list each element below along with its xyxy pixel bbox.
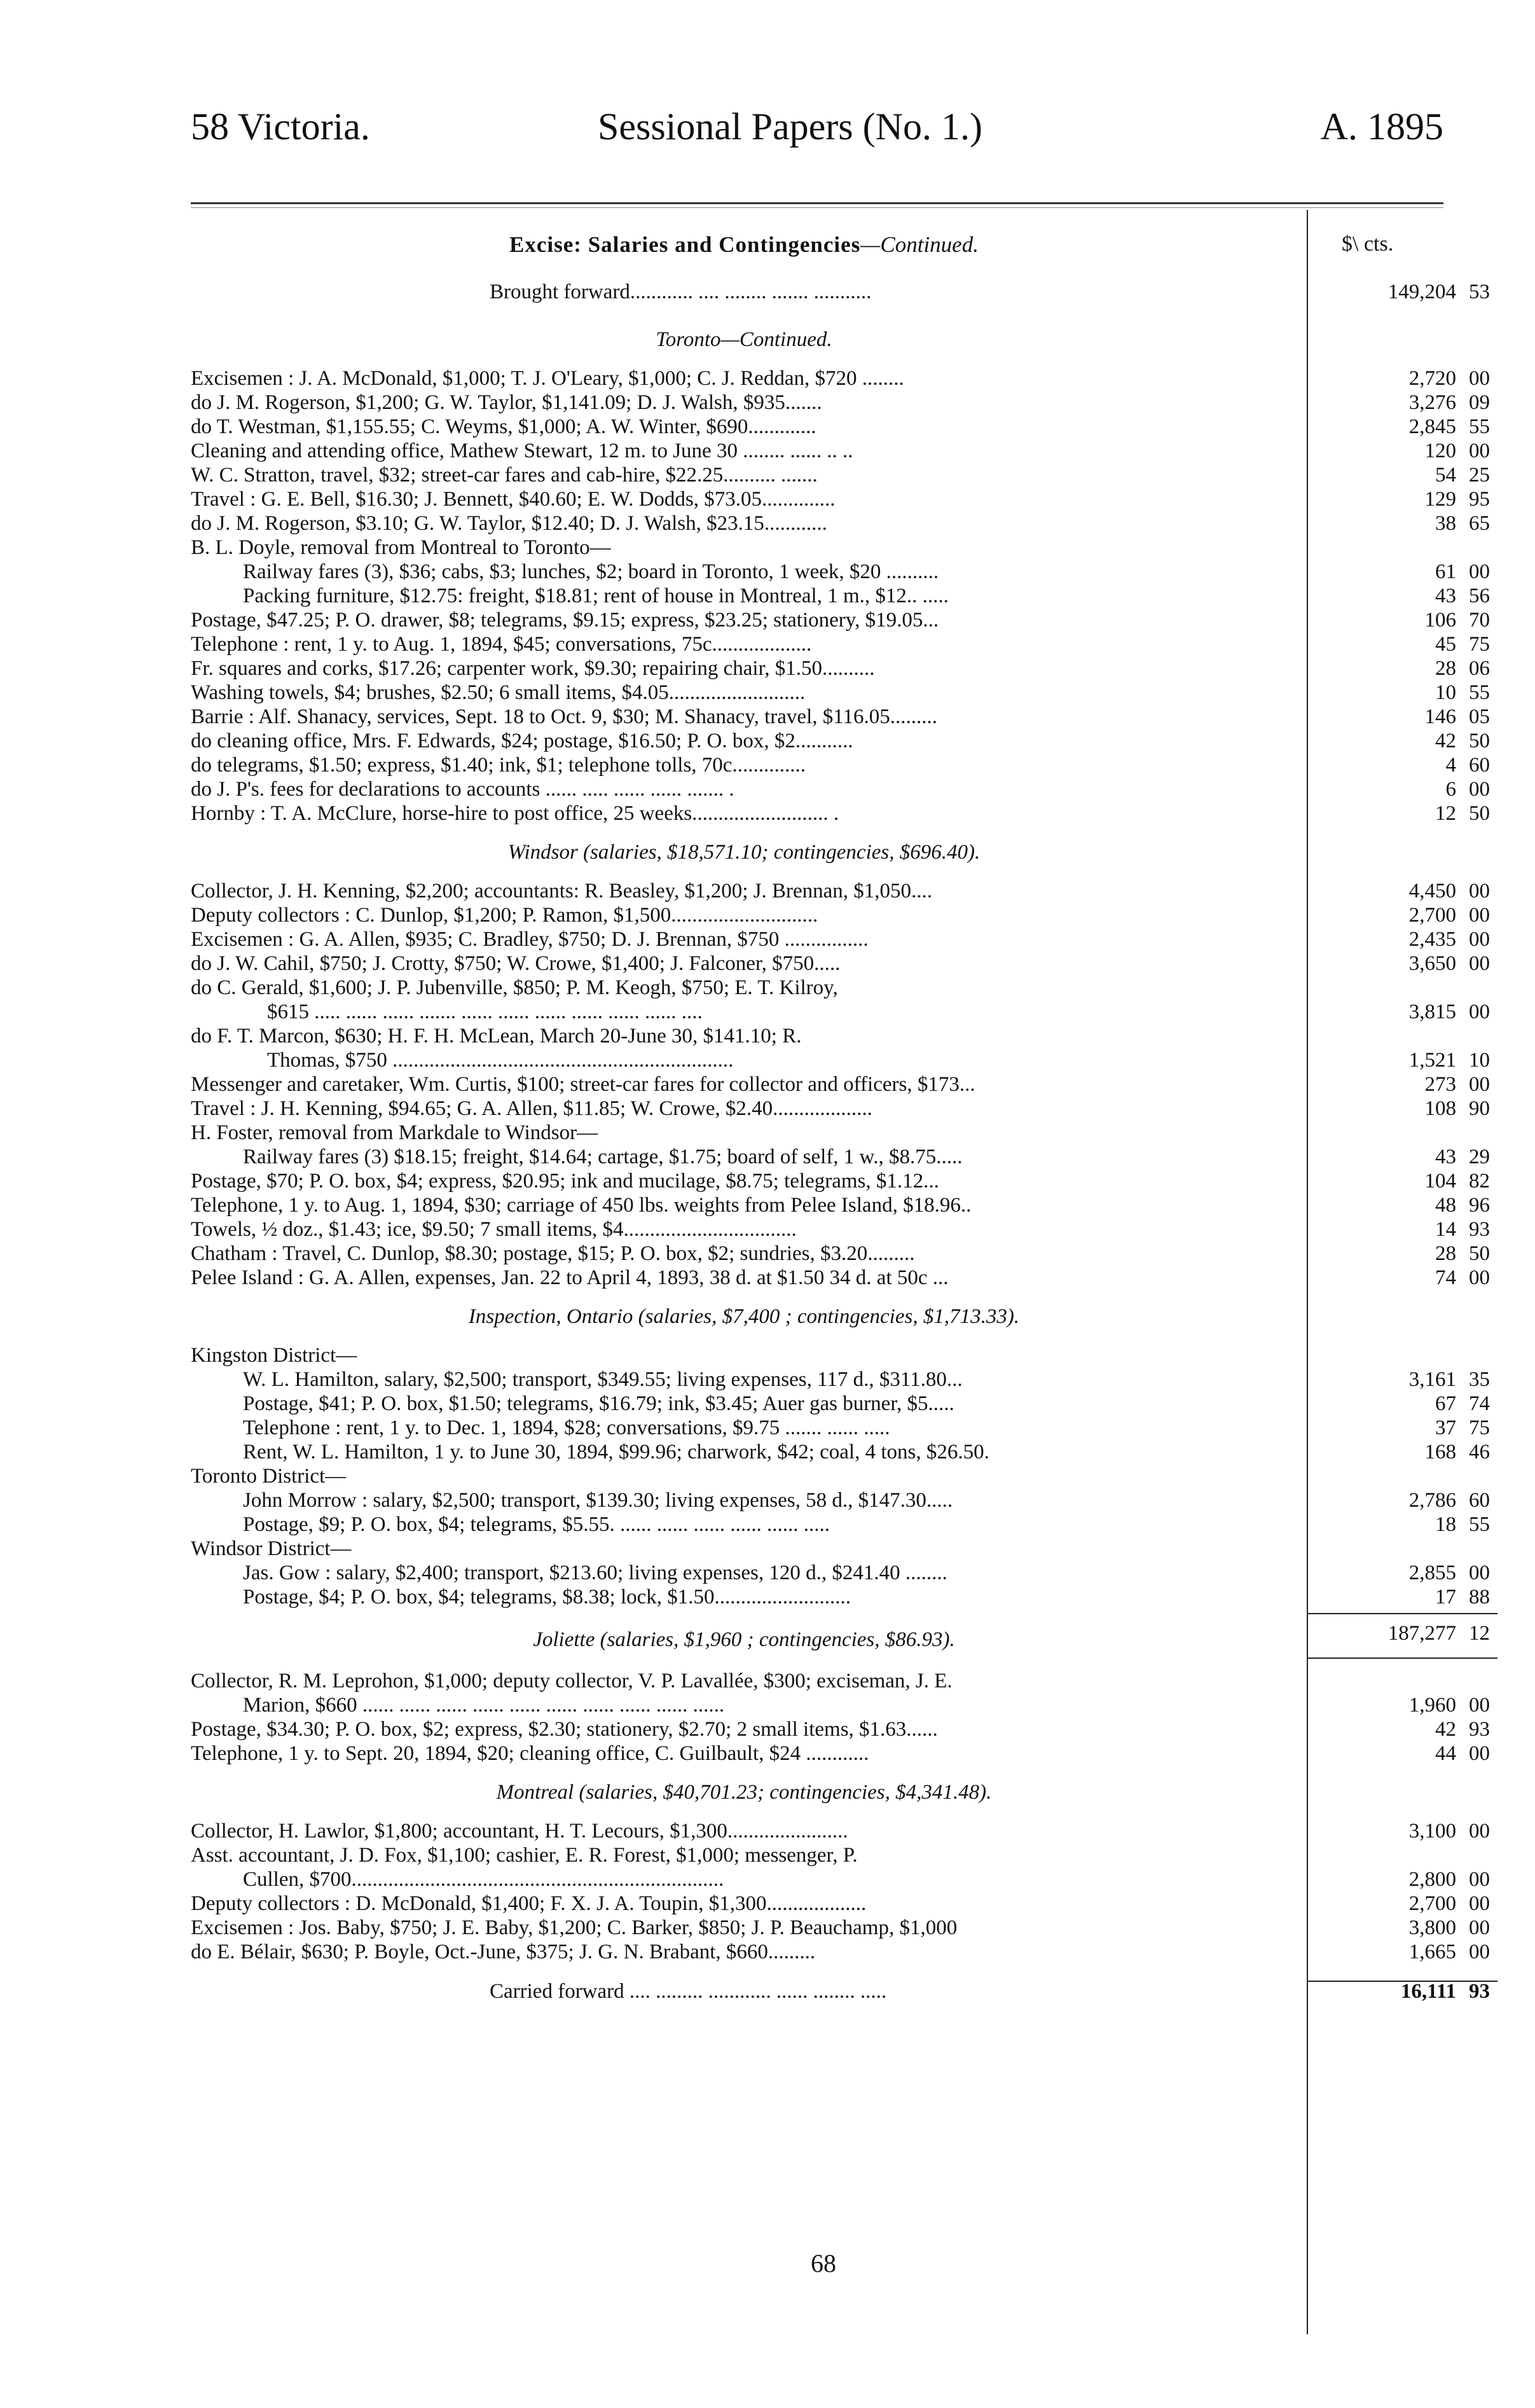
ledger-row (191, 1669, 1535, 1693)
ledger-row-text: John Morrow : salary, $2,500; transport, $139.30; living expenses, 58 d., $147.30..... (243, 1489, 953, 1512)
ledger-row-dollars: 2,700 (1408, 904, 1456, 927)
ledger-row-cents: 50 (1469, 730, 1490, 752)
ledger-row-cents: 10 (1469, 1049, 1490, 1072)
ledger-row-cents: 93 (1469, 1218, 1490, 1241)
ledger-row (191, 1940, 1535, 1964)
ledger-row-text: Asst. accountant, J. D. Fox, $1,100; cashier, E. R. Forest, $1,000; messenger, P. (191, 1844, 858, 1867)
ledger-row-cents: 95 (1469, 488, 1490, 511)
ledger-row-cents: 50 (1469, 1242, 1490, 1265)
ledger-row (191, 879, 1535, 903)
ledger-row (191, 1537, 1535, 1561)
ledger-row (191, 1867, 1535, 1892)
table-title-bold: Excise: Salaries and Contingencies (509, 232, 861, 257)
ledger-row (191, 1561, 1535, 1585)
ledger-row-dollars: 43 (1435, 585, 1456, 607)
ledger-row-text: Marion, $660 ...... ...... ...... ...... ...... ...... ...... ...... ...... ...... (243, 1694, 725, 1717)
ledger-row-text: do C. Gerald, $1,600; J. P. Jubenville, $850; P. M. Keogh, $750; E. T. Kilroy, (191, 976, 838, 999)
ledger-row (191, 1343, 1535, 1367)
ledger-row-text: Brought forward............ .... ........ ....... ........... (490, 280, 872, 303)
ledger-row-dollars: 1,960 (1408, 1694, 1456, 1717)
ledger-row (191, 584, 1535, 608)
ledger-row-cents: 50 (1469, 802, 1490, 825)
header-rule (191, 202, 1443, 204)
ledger-row-dollars: 104 (1424, 1170, 1456, 1193)
ledger-row (191, 1440, 1535, 1464)
ledger-row-dollars: 48 (1435, 1194, 1456, 1217)
ledger-row-text: Washing towels, $4; brushes, $2.50; 6 small items, $4.05.......................... (191, 681, 806, 704)
ledger-row-dollars: 2,700 (1408, 1892, 1456, 1915)
ledger-row-dollars: 108 (1424, 1097, 1456, 1120)
carried-forward-cents: 93 (1469, 1980, 1490, 2003)
ledger-row-text: Postage, $47.25; P. O. drawer, $8; telegrams, $9.15; express, $23.25; stationery, $19.05... (191, 609, 939, 632)
subtotal-dollars: 187,277 (1387, 1622, 1456, 1645)
ledger-row (191, 1217, 1535, 1242)
ledger-row (191, 1416, 1535, 1440)
spacer (191, 1334, 1535, 1343)
ledger-row-dollars: 2,786 (1408, 1489, 1456, 1512)
ledger-row-dollars: 3,650 (1408, 952, 1456, 975)
ledger-row-cents: 65 (1469, 512, 1490, 535)
ledger-row-text: H. Foster, removal from Markdale to Windsor— (191, 1121, 598, 1144)
section-title: Windsor (salaries, $18,571.10; contingencies, $696.40). (507, 841, 981, 864)
ledger-row (191, 1048, 1535, 1072)
page-number: 68 (811, 2249, 836, 2278)
table-title (191, 232, 1297, 258)
ledger-row (191, 1266, 1535, 1290)
ledger-row-text: Travel : J. H. Kenning, $94.65; G. A. Allen, $11.85; W. Crowe, $2.40................... (191, 1097, 872, 1120)
ledger-row (191, 391, 1535, 415)
ledger-row-dollars: 4,450 (1408, 880, 1456, 903)
ledger-row-cents: 55 (1469, 1513, 1490, 1536)
ledger-row-dollars: 2,845 (1408, 415, 1456, 438)
ledger-row (191, 1717, 1535, 1741)
ledger-row-text: Railway fares (3) $18.15; freight, $14.64; cartage, $1.75; board of self, 1 w., $8.75..... (243, 1145, 963, 1168)
ledger-row-text: Telephone, 1 y. to Aug. 1, 1894, $30; carriage of 450 lbs. weights from Pelee Island, $18.96.. (191, 1194, 972, 1217)
ledger-row-dollars: 42 (1435, 730, 1456, 752)
ledger-row (191, 681, 1535, 705)
ledger-row-text: Postage, $34.30; P. O. box, $2; express, $2.30; stationery, $2.70; 2 small items, $1.63...... (191, 1718, 938, 1741)
ledger-row-text: Windsor District— (191, 1537, 352, 1560)
ledger-row (191, 976, 1535, 1000)
ledger-row-dollars: 43 (1435, 1145, 1456, 1168)
ledger-row-text: Thomas, $750 ................................................................. (267, 1049, 734, 1072)
spacer (191, 1964, 1535, 1973)
section-title: Toronto—Continued. (656, 328, 832, 351)
ledger-row (191, 1693, 1535, 1717)
ledger-row (191, 280, 1535, 304)
ledger-row-text: W. C. Stratton, travel, $32; street-car fares and cab-hire, $22.25.......... ....... (191, 464, 818, 487)
ledger-row-text: do telegrams, $1.50; express, $1.40; ink, $1; telephone tolls, 70c.............. (191, 754, 806, 777)
ledger-row-cents: 55 (1469, 681, 1490, 704)
ledger-content (191, 280, 1535, 2003)
ledger-row-dollars: 1,521 (1408, 1049, 1456, 1072)
ledger-row (191, 1169, 1535, 1193)
ledger-row-cents: 74 (1469, 1392, 1490, 1415)
ledger-row (191, 1819, 1535, 1843)
ledger-row-cents: 00 (1469, 928, 1490, 951)
ledger-row-text: Excisemen : G. A. Allen, $935; C. Bradley, $750; D. J. Brennan, $750 ................ (191, 928, 869, 951)
ledger-row (191, 1000, 1535, 1024)
ledger-row-cents: 56 (1469, 585, 1490, 607)
ledger-row-dollars: 45 (1435, 633, 1456, 656)
ledger-row-cents: 00 (1469, 1868, 1490, 1891)
ledger-row-dollars: 14 (1435, 1218, 1456, 1241)
ledger-row-dollars: 12 (1435, 802, 1456, 825)
ledger-row-text: Excisemen : J. A. McDonald, $1,000; T. J. O'Leary, $1,000; C. J. Reddan, $720 ........ (191, 367, 904, 390)
ledger-row-dollars: 129 (1424, 488, 1456, 511)
ledger-row-cents: 75 (1469, 633, 1490, 656)
ledger-row-dollars: 38 (1435, 512, 1456, 535)
ledger-row-cents: 25 (1469, 464, 1490, 487)
header-right: A. 1895 (1320, 106, 1443, 148)
ledger-row-dollars: 18 (1435, 1513, 1456, 1536)
ledger-row (191, 1024, 1535, 1048)
ledger-row-text: do T. Westman, $1,155.55; C. Weyms, $1,000; A. W. Winter, $690............. (191, 415, 816, 438)
ledger-row (191, 1488, 1535, 1512)
ledger-row-text: do J. P's. fees for declarations to accounts ...... ..... ...... ...... ....... . (191, 778, 734, 801)
ledger-row-dollars: 42 (1435, 1718, 1456, 1741)
ledger-row-cents: 00 (1469, 952, 1490, 975)
ledger-row (191, 1121, 1535, 1145)
ledger-row-cents: 00 (1469, 904, 1490, 927)
ledger-row-dollars: 67 (1435, 1392, 1456, 1415)
ledger-row (191, 801, 1535, 826)
ledger-row-cents: 00 (1469, 778, 1490, 801)
ledger-row-cents: 00 (1469, 880, 1490, 903)
ledger-row-text: Messenger and caretaker, Wm. Curtis, $100; street-car fares for collector and officers, $173... (191, 1073, 975, 1096)
ledger-row-text: B. L. Doyle, removal from Montreal to Toronto— (191, 536, 611, 559)
ledger-row-dollars: 54 (1435, 464, 1456, 487)
ledger-row-cents: 60 (1469, 754, 1490, 777)
header-center: Sessional Papers (No. 1.) (598, 106, 982, 148)
ledger-row (191, 366, 1535, 391)
ledger-row (191, 487, 1535, 511)
spacer (191, 304, 1535, 313)
ledger-row (191, 632, 1535, 656)
ledger-row-text: do F. T. Marcon, $630; H. F. H. McLean, March 20-June 30, $141.10; R. (191, 1025, 802, 1048)
ledger-row (191, 1392, 1535, 1416)
ledger-row-text: W. L. Hamilton, salary, $2,500; transport, $349.55; living expenses, 117 d., $311.80... (243, 1368, 963, 1391)
ledger-row-dollars: 3,276 (1408, 391, 1456, 414)
ledger-row-dollars: 149,204 (1387, 280, 1456, 303)
ledger-row-text: do cleaning office, Mrs. F. Edwards, $24; postage, $16.50; P. O. box, $2........... (191, 730, 853, 752)
ledger-row-text: Postage, $4; P. O. box, $4; telegrams, $8.38; lock, $1.50.......................... (243, 1586, 851, 1609)
section-title: Montreal (salaries, $40,701.23; contingencies, $4,341.48). (496, 1781, 992, 1804)
ledger-row (191, 1741, 1535, 1766)
section-title: Joliette (salaries, $1,960 ; contingencies, $86.93). (533, 1628, 955, 1651)
ledger-row (191, 608, 1535, 632)
ledger-row (191, 1892, 1535, 1916)
currency-header: $\ cts. (1342, 232, 1394, 256)
ledger-row-text: Excisemen : Jos. Baby, $750; J. E. Baby, $1,200; C. Barker, $850; J. P. Beauchamp, $1,000 (191, 1916, 958, 1939)
ledger-row-cents: 00 (1469, 1073, 1490, 1096)
spacer (191, 357, 1535, 366)
ledger-row (191, 705, 1535, 729)
ledger-row-cents: 00 (1469, 1742, 1490, 1765)
header-left: 58 Victoria. (191, 106, 370, 148)
ledger-row-cents: 90 (1469, 1097, 1490, 1120)
ledger-row-dollars: 44 (1435, 1742, 1456, 1765)
ledger-row-text: Travel : G. E. Bell, $16.30; J. Bennett, $40.60; E. W. Dodds, $73.05.............. (191, 488, 836, 511)
ledger-row-text: Postage, $70; P. O. box, $4; express, $20.95; ink and mucilage, $8.75; telegrams, $1.12... (191, 1170, 939, 1193)
ledger-row-dollars: 3,815 (1408, 1000, 1456, 1023)
ledger-row (191, 1512, 1535, 1537)
ledger-row-dollars: 2,720 (1408, 367, 1456, 390)
ledger-row-text: Telephone, 1 y. to Sept. 20, 1894, $20; cleaning office, C. Guilbault, $24 ............ (191, 1742, 869, 1765)
ledger-row (191, 903, 1535, 927)
spacer (191, 1660, 1535, 1669)
ledger-row-dollars: 6 (1445, 778, 1456, 801)
carried-forward-row (191, 1979, 1535, 2003)
ledger-row-dollars: 74 (1435, 1266, 1456, 1289)
subtotal-block (191, 1609, 1535, 1660)
ledger-row (191, 1916, 1535, 1940)
ledger-row-dollars: 1,665 (1408, 1941, 1456, 1963)
ledger-row (191, 463, 1535, 487)
ledger-row (191, 729, 1535, 753)
ledger-row-text: Collector, R. M. Leprohon, $1,000; deputy collector, V. P. Lavallée, $300; exciseman, J. E. (191, 1670, 953, 1692)
ledger-row-cents: 88 (1469, 1586, 1490, 1609)
ledger-row-text: Kingston District— (191, 1344, 357, 1367)
ledger-row-cents: 00 (1469, 1694, 1490, 1717)
ledger-row-cents: 82 (1469, 1170, 1490, 1193)
ledger-row-text: Jas. Gow : salary, $2,400; transport, $213.60; living expenses, 120 d., $241.40 ........ (243, 1561, 947, 1584)
ledger-row (191, 1843, 1535, 1867)
subtotal-rule-bottom (1307, 1657, 1497, 1659)
section-title: Inspection, Ontario (salaries, $7,400 ; contingencies, $1,713.33). (468, 1305, 1020, 1328)
spacer (191, 313, 1535, 322)
ledger-row-text: Towels, ½ doz., $1.43; ice, $9.50; 7 small items, $4................................. (191, 1218, 797, 1241)
ledger-row-dollars: 146 (1424, 705, 1456, 728)
ledger-row-text: Telephone : rent, 1 y. to Aug. 1, 1894, $45; conversations, 75c................... (191, 633, 812, 656)
subtotal-rule-top (1307, 1613, 1497, 1614)
ledger-row-dollars: 4 (1445, 754, 1456, 777)
ledger-row (191, 1242, 1535, 1266)
ledger-row-text: Railway fares (3), $36; cabs, $3; lunches, $2; board in Toronto, 1 week, $20 .......... (243, 560, 939, 583)
ledger-row-text: Cullen, $700....................................................................... (243, 1868, 724, 1891)
ledger-row-dollars: 273 (1424, 1073, 1456, 1096)
ledger-row-dollars: 2,435 (1408, 928, 1456, 951)
ledger-row-text: Rent, W. L. Hamilton, 1 y. to June 30, 1894, $99.96; charwork, $42; coal, 4 tons, $26.50. (243, 1441, 989, 1463)
ledger-row-cents: 00 (1469, 1892, 1490, 1915)
ledger-row-cents: 29 (1469, 1145, 1490, 1168)
ledger-row-cents: 00 (1469, 1266, 1490, 1289)
ledger-row-cents: 55 (1469, 415, 1490, 438)
ledger-row-cents: 00 (1469, 1000, 1490, 1023)
ledger-row (191, 1464, 1535, 1488)
ledger-row-text: Hornby : T. A. McClure, horse-hire to post office, 25 weeks.......................... . (191, 802, 839, 825)
ledger-row (191, 1193, 1535, 1217)
ledger-row-text: Chatham : Travel, C. Dunlop, $8.30; postage, $15; P. O. box, $2; sundries, $3.20......... (191, 1242, 915, 1265)
ledger-row (191, 777, 1535, 801)
ledger-row-text: do J. M. Rogerson, $3.10; G. W. Taylor, $12.40; D. J. Walsh, $23.15............ (191, 512, 827, 535)
spacer (191, 1766, 1535, 1775)
ledger-row-dollars: 2,855 (1408, 1561, 1456, 1584)
ledger-row-dollars: 3,100 (1408, 1820, 1456, 1843)
ledger-row-text: Toronto District— (191, 1465, 347, 1488)
ledger-row-text: Deputy collectors : C. Dunlop, $1,200; P. Ramon, $1,500............................ (191, 904, 818, 927)
ledger-row-dollars: 61 (1435, 560, 1456, 583)
ledger-row-dollars: 28 (1435, 657, 1456, 680)
ledger-row-cents: 00 (1469, 439, 1490, 462)
ledger-row-cents: 00 (1469, 1561, 1490, 1584)
ledger-row-cents: 46 (1469, 1441, 1490, 1463)
ledger-row-cents: 93 (1469, 1718, 1490, 1741)
page-header (191, 105, 1443, 162)
ledger-row (191, 951, 1535, 976)
ledger-row-cents: 60 (1469, 1489, 1490, 1512)
spacer (191, 870, 1535, 879)
ledger-row (191, 560, 1535, 584)
ledger-row-cents: 00 (1469, 1916, 1490, 1939)
ledger-row-text: Packing furniture, $12.75: freight, $18.81; rent of house in Montreal, 1 m., $12.. ..... (243, 585, 949, 607)
ledger-row-cents: 00 (1469, 1941, 1490, 1963)
ledger-row (191, 656, 1535, 681)
ledger-row-dollars: 17 (1435, 1586, 1456, 1609)
ledger-row-dollars: 3,161 (1408, 1368, 1456, 1391)
ledger-row-dollars: 106 (1424, 609, 1456, 632)
ledger-row-cents: 00 (1469, 1820, 1490, 1843)
ledger-row-dollars: 168 (1424, 1441, 1456, 1463)
spacer (191, 826, 1535, 834)
ledger-row-text: Postage, $41; P. O. box, $1.50; telegrams, $16.79; ink, $3.45; Auer gas burner, $5..... (243, 1392, 954, 1415)
ledger-row (191, 1367, 1535, 1392)
ledger-row-text: Cleaning and attending office, Mathew Stewart, 12 m. to June 30 ........ ...... .. .. (191, 439, 853, 462)
ledger-row (191, 511, 1535, 536)
ledger-row-text: do E. Bélair, $630; P. Boyle, Oct.-June, $375; J. G. N. Brabant, $660......... (191, 1941, 816, 1963)
header-rule-thin (191, 207, 1443, 208)
ledger-row (191, 439, 1535, 463)
ledger-row-text: Collector, J. H. Kenning, $2,200; accountants: R. Beasley, $1,200; J. Brennan, $1,050.... (191, 880, 933, 903)
ledger-row (191, 415, 1535, 439)
ledger-row-cents: 06 (1469, 657, 1490, 680)
ledger-row-text: Postage, $9; P. O. box, $4; telegrams, $5.55. ...... ...... ...... ...... ...... ..... (243, 1513, 830, 1536)
ledger-row-text: Collector, H. Lawlor, $1,800; accountant, H. T. Lecours, $1,300....................... (191, 1820, 848, 1843)
ledger-row-dollars: 3,800 (1408, 1916, 1456, 1939)
ledger-row (191, 927, 1535, 951)
ledger-row-dollars: 120 (1424, 439, 1456, 462)
ledger-row (191, 1585, 1535, 1609)
ledger-row-text: Deputy collectors : D. McDonald, $1,400; F. X. J. A. Toupin, $1,300................... (191, 1892, 867, 1915)
ledger-row (191, 1072, 1535, 1097)
ledger-row (191, 1097, 1535, 1121)
ledger-row-text: Pelee Island : G. A. Allen, expenses, Jan. 22 to April 4, 1893, 38 d. at $1.50 34 d. at 50c ... (191, 1266, 949, 1289)
ledger-row-text: Telephone : rent, 1 y. to Dec. 1, 1894, $28; conversations, $9.75 ....... ...... ..... (243, 1416, 890, 1439)
ledger-row-cents: 00 (1469, 560, 1490, 583)
spacer (191, 1290, 1535, 1299)
ledger-row-cents: 53 (1469, 280, 1490, 303)
ledger-row-text: Fr. squares and corks, $17.26; carpenter work, $9.30; repairing chair, $1.50.......... (191, 657, 875, 680)
ledger-row (191, 1145, 1535, 1169)
ledger-row-text: do J. W. Cahil, $750; J. Crotty, $750; W. Crowe, $1,400; J. Falconer, $750..... (191, 952, 841, 975)
ledger-row-cents: 70 (1469, 609, 1490, 632)
ledger-row-dollars: 28 (1435, 1242, 1456, 1265)
ledger-row-cents: 09 (1469, 391, 1490, 414)
carried-forward-text: Carried forward .... ......... ............ ...... ........ ..... (490, 1980, 887, 2003)
subtotal-cents: 12 (1469, 1622, 1490, 1645)
carried-forward-dollars: 16,111 (1400, 1980, 1456, 2003)
ledger-row-dollars: 2,800 (1408, 1868, 1456, 1891)
ledger-row (191, 536, 1535, 560)
ledger-row-cents: 96 (1469, 1194, 1490, 1217)
table-title-italic: —Continued. (860, 232, 979, 257)
ledger-row (191, 753, 1535, 777)
ledger-row-cents: 05 (1469, 705, 1490, 728)
ledger-row-text: $615 ..... ...... ...... ....... ...... ...... ...... ...... ...... ...... .... (267, 1000, 703, 1023)
ledger-row-text: Barrie : Alf. Shanacy, services, Sept. 18 to Oct. 9, $30; M. Shanacy, travel, $116.05......... (191, 705, 938, 728)
ledger-row-dollars: 10 (1435, 681, 1456, 704)
ledger-row-cents: 75 (1469, 1416, 1490, 1439)
ledger-row-cents: 00 (1469, 367, 1490, 390)
ledger-row-cents: 35 (1469, 1368, 1490, 1391)
ledger-row-text: do J. M. Rogerson, $1,200; G. W. Taylor, $1,141.09; D. J. Walsh, $935....... (191, 391, 822, 414)
ledger-row-dollars: 37 (1435, 1416, 1456, 1439)
spacer (191, 1810, 1535, 1819)
